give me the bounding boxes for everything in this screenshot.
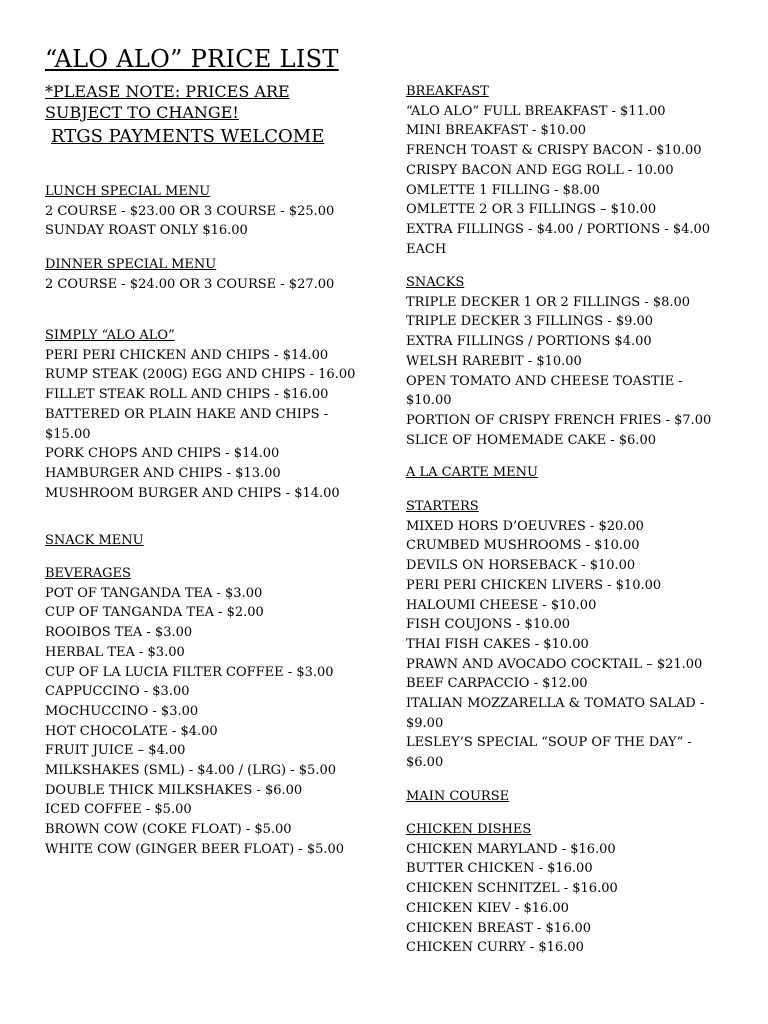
- menu-item: DEVILS ON HORSEBACK - $10.00: [406, 558, 636, 574]
- menu-item: $9.00: [406, 715, 444, 731]
- snack-menu-section: [45, 531, 144, 551]
- menu-item: THAI FISH CAKES - $10.00: [406, 636, 589, 652]
- menu-item: ROOIBOS TEA - $3.00: [45, 625, 193, 641]
- menu-item: FRENCH TOAST & CRISPY BACON - $10.00: [406, 143, 702, 159]
- menu-item: $15.00: [45, 426, 91, 442]
- right-column: [406, 0, 726, 1024]
- menu-item: RUMP STEAK (200G) EGG AND CHIPS - 16.00: [45, 367, 356, 383]
- section-heading: STARTERS: [406, 499, 479, 514]
- menu-item: MOCHUCCINO - $3.00: [45, 703, 199, 719]
- menu-item: HERBAL TEA - $3.00: [45, 644, 185, 660]
- menu-item: CHICKEN CURRY - $16.00: [406, 940, 584, 956]
- menu-item: ITALIAN MOZZARELLA & TOMATO SALAD -: [406, 696, 705, 712]
- menu-item: $10.00: [406, 393, 452, 409]
- menu-item: FRUIT JUICE – $4.00: [45, 743, 186, 759]
- menu-item: TRIPLE DECKER 3 FILLINGS - $9.00: [406, 314, 654, 330]
- simply-section: [45, 326, 355, 503]
- menu-item: BROWN COW (COKE FLOAT) - $5.00: [45, 822, 292, 838]
- rtgs-notice: RTGS PAYMENTS WELCOME: [51, 126, 325, 147]
- note-line: SUBJECT TO CHANGE!: [45, 103, 239, 122]
- menu-item: CHICKEN BREAST - $16.00: [406, 920, 592, 936]
- menu-item: HOT CHOCOLATE - $4.00: [45, 723, 218, 739]
- menu-item: BEEF CARPACCIO - $12.00: [406, 676, 588, 692]
- section-heading: BREAKFAST: [406, 84, 489, 99]
- menu-item: CUP OF TANGANDA TEA - $2.00: [45, 605, 264, 621]
- menu-item: OMLETTE 2 OR 3 FILLINGS – $10.00: [406, 202, 657, 218]
- section-heading: MAIN COURSE: [406, 789, 510, 804]
- section-heading: A LA CARTE MENU: [406, 465, 538, 480]
- price-note: [45, 81, 290, 123]
- starters-section: [406, 497, 704, 773]
- menu-item: EACH: [406, 241, 447, 257]
- beverages-section: [45, 564, 344, 860]
- menu-item: EXTRA FILLINGS / PORTIONS $4.00: [406, 334, 652, 350]
- menu-item: MIXED HORS D’OEUVRES - $20.00: [406, 518, 644, 534]
- menu-item: WHITE COW (GINGER BEER FLOAT) - $5.00: [45, 841, 345, 857]
- section-heading: DINNER SPECIAL MENU: [45, 257, 217, 272]
- menu-item: CHICKEN MARYLAND - $16.00: [406, 841, 616, 857]
- menu-item: POT OF TANGANDA TEA - $3.00: [45, 585, 263, 601]
- left-column: [45, 0, 390, 1024]
- menu-item: PORTION OF CRISPY FRENCH FRIES - $7.00: [406, 412, 712, 428]
- menu-item: LESLEY’S SPECIAL “SOUP OF THE DAY” -: [406, 735, 692, 751]
- menu-item: OPEN TOMATO AND CHEESE TOASTIE -: [406, 373, 683, 389]
- menu-item: BUTTER CHICKEN - $16.00: [406, 861, 593, 877]
- menu-item: EXTRA FILLINGS - $4.00 / PORTIONS - $4.00: [406, 221, 711, 237]
- dinner-section: [45, 255, 334, 294]
- menu-item: TRIPLE DECKER 1 OR 2 FILLINGS - $8.00: [406, 294, 691, 310]
- chicken-section: [406, 820, 618, 958]
- menu-item: MUSHROOM BURGER AND CHIPS - $14.00: [45, 485, 340, 501]
- menu-item: CHICKEN SCHNITZEL - $16.00: [406, 881, 618, 897]
- page-title: “ALO ALO” PRICE LIST: [45, 45, 339, 73]
- menu-item: $6.00: [406, 755, 444, 771]
- menu-item: PORK CHOPS AND CHIPS - $14.00: [45, 446, 280, 462]
- section-heading: SNACK MENU: [45, 533, 144, 548]
- menu-item: ICED COFFEE - $5.00: [45, 802, 192, 818]
- menu-item: MINI BREAKFAST - $10.00: [406, 123, 587, 139]
- breakfast-section: [406, 82, 710, 259]
- menu-item: HALOUMI CHEESE - $10.00: [406, 597, 597, 613]
- menu-item: CUP OF LA LUCIA FILTER COFFEE - $3.00: [45, 664, 334, 680]
- menu-item: OMLETTE 1 FILLING - $8.00: [406, 182, 600, 198]
- a-la-carte-section: [406, 463, 538, 483]
- menu-item: CAPPUCCINO - $3.00: [45, 684, 190, 700]
- section-heading: LUNCH SPECIAL MENU: [45, 184, 211, 199]
- menu-item: MILKSHAKES (SML) - $4.00 / (LRG) - $5.00: [45, 763, 336, 779]
- menu-item: HAMBURGER AND CHIPS - $13.00: [45, 465, 281, 481]
- menu-item: “ALO ALO” FULL BREAKFAST - $11.00: [406, 103, 666, 119]
- menu-item: PERI PERI CHICKEN LIVERS - $10.00: [406, 577, 662, 593]
- menu-item: CHICKEN KIEV - $16.00: [406, 900, 569, 916]
- lunch-section: [45, 182, 334, 241]
- menu-item: SLICE OF HOMEMADE CAKE - $6.00: [406, 432, 657, 448]
- menu-item: BATTERED OR PLAIN HAKE AND CHIPS -: [45, 406, 329, 422]
- menu-item: WELSH RAREBIT - $10.00: [406, 353, 582, 369]
- section-heading: BEVERAGES: [45, 566, 131, 581]
- menu-item: PRAWN AND AVOCADO COCKTAIL – $21.00: [406, 656, 703, 672]
- main-course-section: [406, 787, 509, 807]
- menu-item: DOUBLE THICK MILKSHAKES - $6.00: [45, 782, 303, 798]
- menu-item: CRISPY BACON AND EGG ROLL - 10.00: [406, 162, 674, 178]
- menu-item: 2 COURSE - $24.00 OR 3 COURSE - $27.00: [45, 276, 335, 292]
- menu-item: 2 COURSE - $23.00 OR 3 COURSE - $25.00: [45, 203, 335, 219]
- section-heading: SNACKS: [406, 275, 465, 290]
- menu-item: FILLET STEAK ROLL AND CHIPS - $16.00: [45, 387, 329, 403]
- menu-item: FISH COUJONS - $10.00: [406, 617, 571, 633]
- snacks-section: [406, 273, 711, 450]
- section-heading: SIMPLY “ALO ALO”: [45, 328, 175, 343]
- section-heading: CHICKEN DISHES: [406, 822, 532, 837]
- menu-item: SUNDAY ROAST ONLY $16.00: [45, 223, 248, 239]
- menu-item: CRUMBED MUSHROOMS - $10.00: [406, 538, 640, 554]
- note-line: *PLEASE NOTE: PRICES ARE: [45, 82, 290, 101]
- menu-item: PERI PERI CHICKEN AND CHIPS - $14.00: [45, 347, 329, 363]
